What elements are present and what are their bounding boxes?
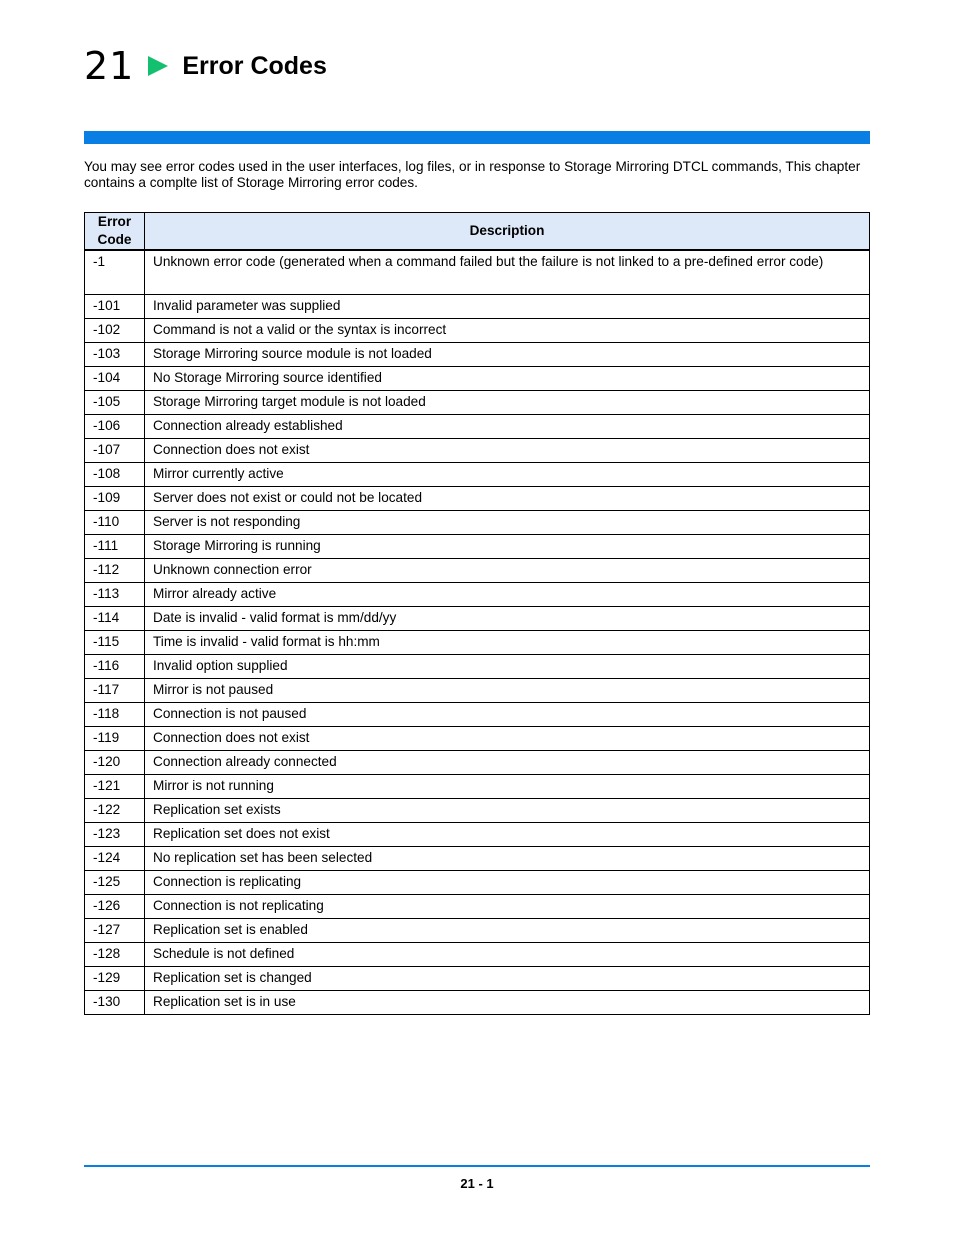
table-row — [85, 990, 870, 1014]
description-cell: Mirror already active — [145, 582, 870, 606]
error-code-cell: -105 — [85, 390, 145, 414]
error-code-cell: -110 — [85, 510, 145, 534]
description-cell: Mirror is not running — [145, 774, 870, 798]
description-cell: Replication set exists — [145, 798, 870, 822]
table-row — [85, 294, 870, 318]
error-code-cell: -125 — [85, 870, 145, 894]
intro-paragraph: You may see error codes used in the user interfaces, log files, or in response to Storage Mirroring DTCL commands, This chapter contains a complte list of Storage Mirroring error codes. — [84, 159, 861, 190]
error-code-cell: -126 — [85, 894, 145, 918]
table-row — [85, 486, 870, 510]
table-row — [85, 678, 870, 702]
table-row — [85, 822, 870, 846]
table-row — [85, 846, 870, 870]
error-code-cell: -114 — [85, 606, 145, 630]
chapter-title: Error Codes — [182, 51, 327, 80]
description-cell: Schedule is not defined — [145, 942, 870, 966]
error-code-cell: -113 — [85, 582, 145, 606]
description-cell: Connection does not exist — [145, 726, 870, 750]
error-code-cell: -124 — [85, 846, 145, 870]
error-code-cell: -119 — [85, 726, 145, 750]
header-divider — [84, 131, 870, 144]
table-row — [85, 534, 870, 558]
description-cell: Server is not responding — [145, 510, 870, 534]
error-code-cell: -128 — [85, 942, 145, 966]
table-row — [85, 414, 870, 438]
error-code-cell: -116 — [85, 654, 145, 678]
description-cell: Connection is not paused — [145, 702, 870, 726]
error-code-cell: -129 — [85, 966, 145, 990]
table-row — [85, 606, 870, 630]
table-row — [85, 726, 870, 750]
table-row — [85, 654, 870, 678]
error-code-cell: -127 — [85, 918, 145, 942]
column-header-description: Description — [145, 213, 870, 251]
description-cell: Storage Mirroring target module is not loaded — [145, 390, 870, 414]
table-body — [85, 250, 870, 1014]
description-cell: Connection is replicating — [145, 870, 870, 894]
chapter-heading — [84, 40, 327, 92]
table-row — [85, 966, 870, 990]
error-code-cell: -101 — [85, 294, 145, 318]
error-code-cell: -103 — [85, 342, 145, 366]
table-row — [85, 702, 870, 726]
table-row — [85, 558, 870, 582]
error-code-cell: -117 — [85, 678, 145, 702]
description-cell: Connection already connected — [145, 750, 870, 774]
description-cell: Invalid parameter was supplied — [145, 294, 870, 318]
error-code-cell: -106 — [85, 414, 145, 438]
error-code-cell: -1 — [85, 250, 145, 294]
table-row — [85, 942, 870, 966]
description-cell: Command is not a valid or the syntax is incorrect — [145, 318, 870, 342]
error-code-cell: -108 — [85, 462, 145, 486]
error-code-cell: -115 — [85, 630, 145, 654]
error-code-table — [84, 212, 870, 1015]
description-cell: Unknown error code (generated when a command failed but the failure is not linked to a pre-defined error code) — [145, 250, 870, 294]
chapter-number: 21 — [84, 44, 135, 88]
error-code-cell: -104 — [85, 366, 145, 390]
description-cell: Connection does not exist — [145, 438, 870, 462]
table-row — [85, 750, 870, 774]
description-cell: Mirror is not paused — [145, 678, 870, 702]
table-row — [85, 342, 870, 366]
footer-divider — [84, 1165, 870, 1167]
page-number: 21 - 1 — [460, 1176, 494, 1191]
error-code-cell: -111 — [85, 534, 145, 558]
error-code-cell: -123 — [85, 822, 145, 846]
table-header-row — [85, 213, 870, 251]
error-code-cell: -122 — [85, 798, 145, 822]
table-row — [85, 870, 870, 894]
description-cell: Mirror currently active — [145, 462, 870, 486]
table-row — [85, 390, 870, 414]
table-row — [85, 462, 870, 486]
column-header-code: Error Code — [85, 213, 145, 251]
table-row — [85, 318, 870, 342]
table-row — [85, 582, 870, 606]
description-cell: Storage Mirroring source module is not loaded — [145, 342, 870, 366]
description-cell: Unknown connection error — [145, 558, 870, 582]
table-row — [85, 774, 870, 798]
error-code-cell: -130 — [85, 990, 145, 1014]
description-cell: Replication set is enabled — [145, 918, 870, 942]
table-row — [85, 630, 870, 654]
description-cell: No Storage Mirroring source identified — [145, 366, 870, 390]
description-cell: Replication set is changed — [145, 966, 870, 990]
table-row — [85, 798, 870, 822]
error-code-cell: -120 — [85, 750, 145, 774]
error-code-cell: -102 — [85, 318, 145, 342]
description-cell: Invalid option supplied — [145, 654, 870, 678]
description-cell: Time is invalid - valid format is hh:mm — [145, 630, 870, 654]
play-arrow-icon — [148, 56, 168, 76]
description-cell: Replication set does not exist — [145, 822, 870, 846]
table-row — [85, 438, 870, 462]
table-row — [85, 918, 870, 942]
description-cell: No replication set has been selected — [145, 846, 870, 870]
table-row — [85, 510, 870, 534]
description-cell: Connection is not replicating — [145, 894, 870, 918]
error-code-cell: -107 — [85, 438, 145, 462]
description-cell: Storage Mirroring is running — [145, 534, 870, 558]
description-cell: Server does not exist or could not be located — [145, 486, 870, 510]
table-row — [85, 250, 870, 294]
description-cell: Connection already established — [145, 414, 870, 438]
description-cell: Replication set is in use — [145, 990, 870, 1014]
error-code-cell: -112 — [85, 558, 145, 582]
description-cell: Date is invalid - valid format is mm/dd/yy — [145, 606, 870, 630]
error-code-cell: -118 — [85, 702, 145, 726]
table-row — [85, 366, 870, 390]
error-code-cell: -109 — [85, 486, 145, 510]
error-code-cell: -121 — [85, 774, 145, 798]
table-row — [85, 894, 870, 918]
